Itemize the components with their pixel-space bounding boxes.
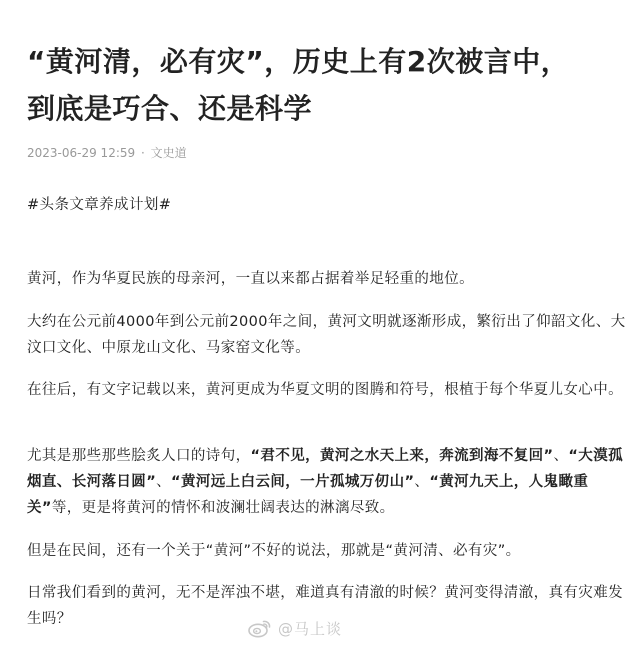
poem-tail: 等，更是将黄河的情怀和波澜壮阔表达的淋漓尽致。 xyxy=(51,500,395,516)
meta-separator: · xyxy=(140,146,145,160)
poem-separator: 、 xyxy=(156,474,172,490)
poem-quote: “大漠孤烟直、长河落日圆” xyxy=(27,448,624,490)
article-meta xyxy=(27,145,187,161)
poem-lead: 尤其是那些那些脍炙人口的诗句， xyxy=(27,448,251,464)
poem-quote: “黄河远上白云间，一片孤城万仞山” xyxy=(171,474,415,490)
poem-quote: “黄河九天上，人鬼瞰重关” xyxy=(27,474,589,516)
author-name[interactable]: 文史道 xyxy=(150,146,187,160)
paragraph: 日常我们看到的黄河，无不是浑浊不堪，难道真有清澈的时候？黄河变得清澈，真有灾难发生吗？ xyxy=(27,585,623,627)
poem-separator: 、 xyxy=(553,448,569,464)
article-title: “黄河清，必有灾”，历史上有2次被言中，到底是巧合、还是科学 xyxy=(27,45,570,125)
article xyxy=(27,0,639,646)
publish-date: 2023-06-29 12:59 xyxy=(27,146,136,160)
paragraph: 黄河，作为华夏民族的母亲河，一直以来都占据着举足轻重的地位。 xyxy=(27,271,474,287)
poem-quote: “君不见，黄河之水天上来，奔流到海不复回” xyxy=(250,448,554,464)
hashtag-topic[interactable]: #头条文章养成计划# xyxy=(27,197,172,213)
poem-separator: 、 xyxy=(414,474,430,490)
poem-paragraph xyxy=(27,443,633,521)
paragraph: 但是在民间，还有一个关于“黄河”不好的说法，那就是“黄河清、必有灾”。 xyxy=(27,543,521,559)
watermark-text: @马上谈 xyxy=(278,619,343,638)
weibo-icon xyxy=(248,618,272,638)
paragraph: 在往后，有文字记载以来，黄河更成为华夏文明的图腾和符号，根植于每个华夏儿女心中。 xyxy=(27,382,623,398)
paragraph: 大约在公元前4000年到公元前2000年之间，黄河文明就逐渐形成，繁衍出了仰韶文化、大汶口文化、中原龙山文化、马家窑文化等。 xyxy=(27,314,626,356)
watermark xyxy=(248,614,342,642)
